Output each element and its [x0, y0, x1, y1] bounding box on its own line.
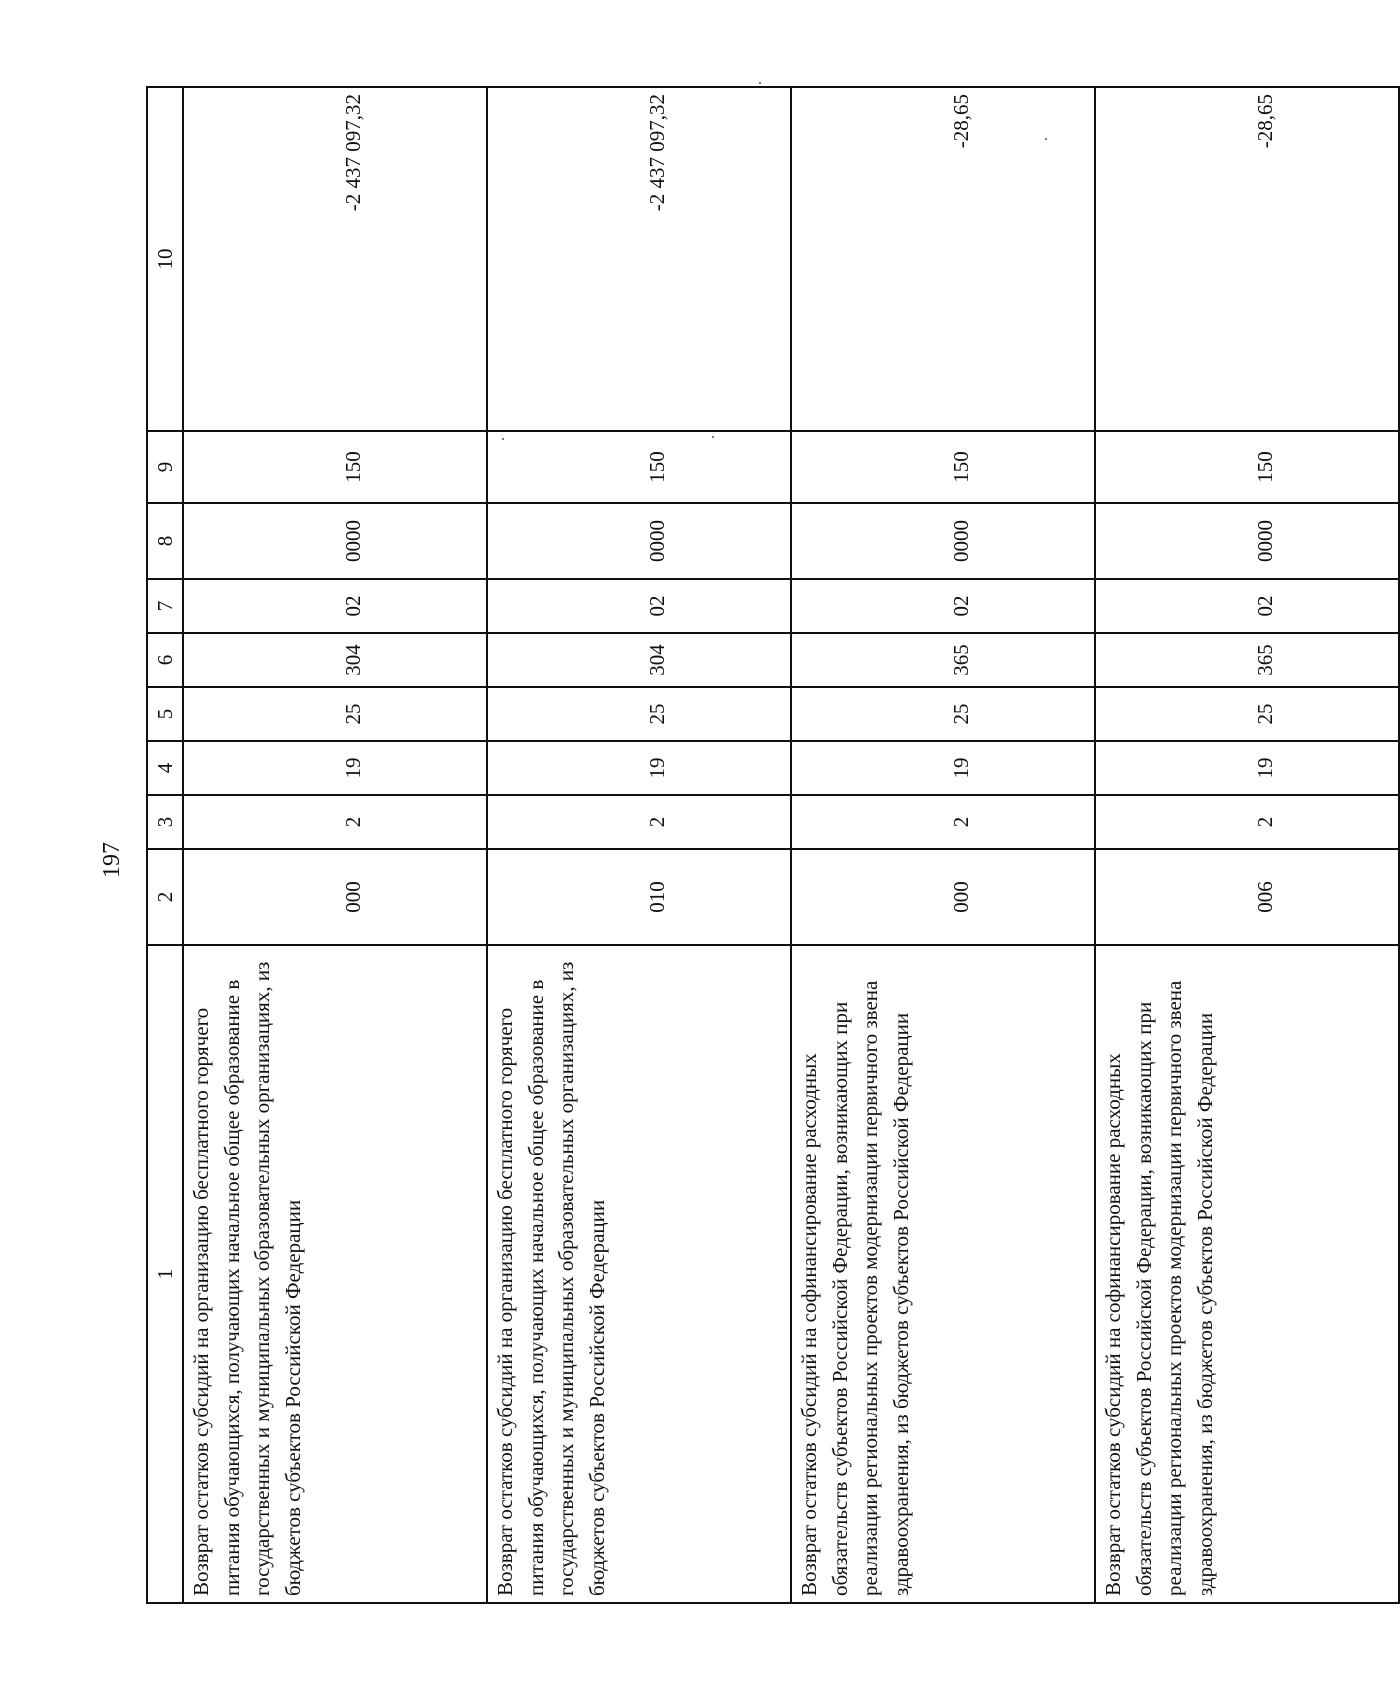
admin-code-cell: 000 — [791, 849, 1095, 945]
row-description: Возврат остатков субсидий на софинансирование расходных обязательств субъектов Российской Федерации, возникающих при реализации региональных проектов модернизации первичного звена здравоохранения, из бюджетов субъектов Российской Федерации — [791, 945, 1095, 1603]
admin-code-cell: 006 — [1095, 849, 1399, 945]
table-row — [487, 87, 791, 1603]
code-cell: 0000 — [183, 503, 487, 579]
row-description: Возврат остатков субсидий на софинансирование расходных обязательств субъектов Российской Федерации, возникающих при реализации региональных проектов модернизации первичного звена здравоохранения, из бюджетов субъектов Российской Федерации — [1095, 945, 1399, 1603]
code-cell: 19 — [487, 741, 791, 795]
admin-code-cell: 000 — [183, 849, 487, 945]
table-header-row — [147, 87, 183, 1603]
code-cell: 25 — [487, 687, 791, 741]
amount-cell: -2 437 097,32 — [183, 87, 487, 431]
table-row — [183, 87, 487, 1603]
column-header: 2 — [147, 849, 183, 945]
code-cell: 2 — [1095, 795, 1399, 849]
column-header: 7 — [147, 579, 183, 633]
amount-cell: -28,65 — [791, 87, 1095, 431]
column-header: 3 — [147, 795, 183, 849]
code-cell: 19 — [183, 741, 487, 795]
column-header: 10 — [147, 87, 183, 431]
code-cell: 2 — [183, 795, 487, 849]
column-header: 6 — [147, 633, 183, 687]
amount-cell: -2 437 097,32 — [487, 87, 791, 431]
row-description: Возврат остатков субсидий на организацию бесплатного горячего питания обучающихся, получающих начальное общее образование в государственных и муниципальных образовательных организациях, из бюджетов субъектов Российской Федерации — [487, 945, 791, 1603]
amount-cell: -28,65 — [1095, 87, 1399, 431]
budget-table — [146, 86, 1400, 1604]
scan-speck — [712, 436, 714, 438]
code-cell: 0000 — [791, 503, 1095, 579]
code-cell: 150 — [183, 431, 487, 503]
code-cell: 19 — [1095, 741, 1399, 795]
column-header: 9 — [147, 431, 183, 503]
code-cell: 150 — [487, 431, 791, 503]
code-cell: 150 — [791, 431, 1095, 503]
code-cell: 19 — [791, 741, 1095, 795]
budget-table-container — [146, 88, 1277, 1604]
code-cell: 25 — [1095, 687, 1399, 741]
column-header: 8 — [147, 503, 183, 579]
table-row — [791, 87, 1095, 1603]
scan-speck — [1045, 138, 1047, 140]
code-cell: 304 — [487, 633, 791, 687]
page-number: 197 — [99, 842, 125, 878]
scan-speck — [502, 438, 504, 440]
code-cell: 304 — [183, 633, 487, 687]
scan-speck — [759, 82, 761, 84]
code-cell: 02 — [487, 579, 791, 633]
code-cell: 365 — [1095, 633, 1399, 687]
code-cell: 0000 — [487, 503, 791, 579]
table-row — [1095, 87, 1399, 1603]
code-cell: 2 — [487, 795, 791, 849]
column-header: 1 — [147, 945, 183, 1603]
code-cell: 02 — [183, 579, 487, 633]
admin-code-cell: 010 — [487, 849, 791, 945]
row-description: Возврат остатков субсидий на организацию бесплатного горячего питания обучающихся, получающих начальное общее образование в государственных и муниципальных образовательных организациях, из бюджетов субъектов Российской Федерации — [183, 945, 487, 1603]
column-header: 4 — [147, 741, 183, 795]
code-cell: 365 — [791, 633, 1095, 687]
code-cell: 0000 — [1095, 503, 1399, 579]
code-cell: 25 — [791, 687, 1095, 741]
code-cell: 02 — [791, 579, 1095, 633]
code-cell: 02 — [1095, 579, 1399, 633]
code-cell: 2 — [791, 795, 1095, 849]
code-cell: 150 — [1095, 431, 1399, 503]
code-cell: 25 — [183, 687, 487, 741]
column-header: 5 — [147, 687, 183, 741]
